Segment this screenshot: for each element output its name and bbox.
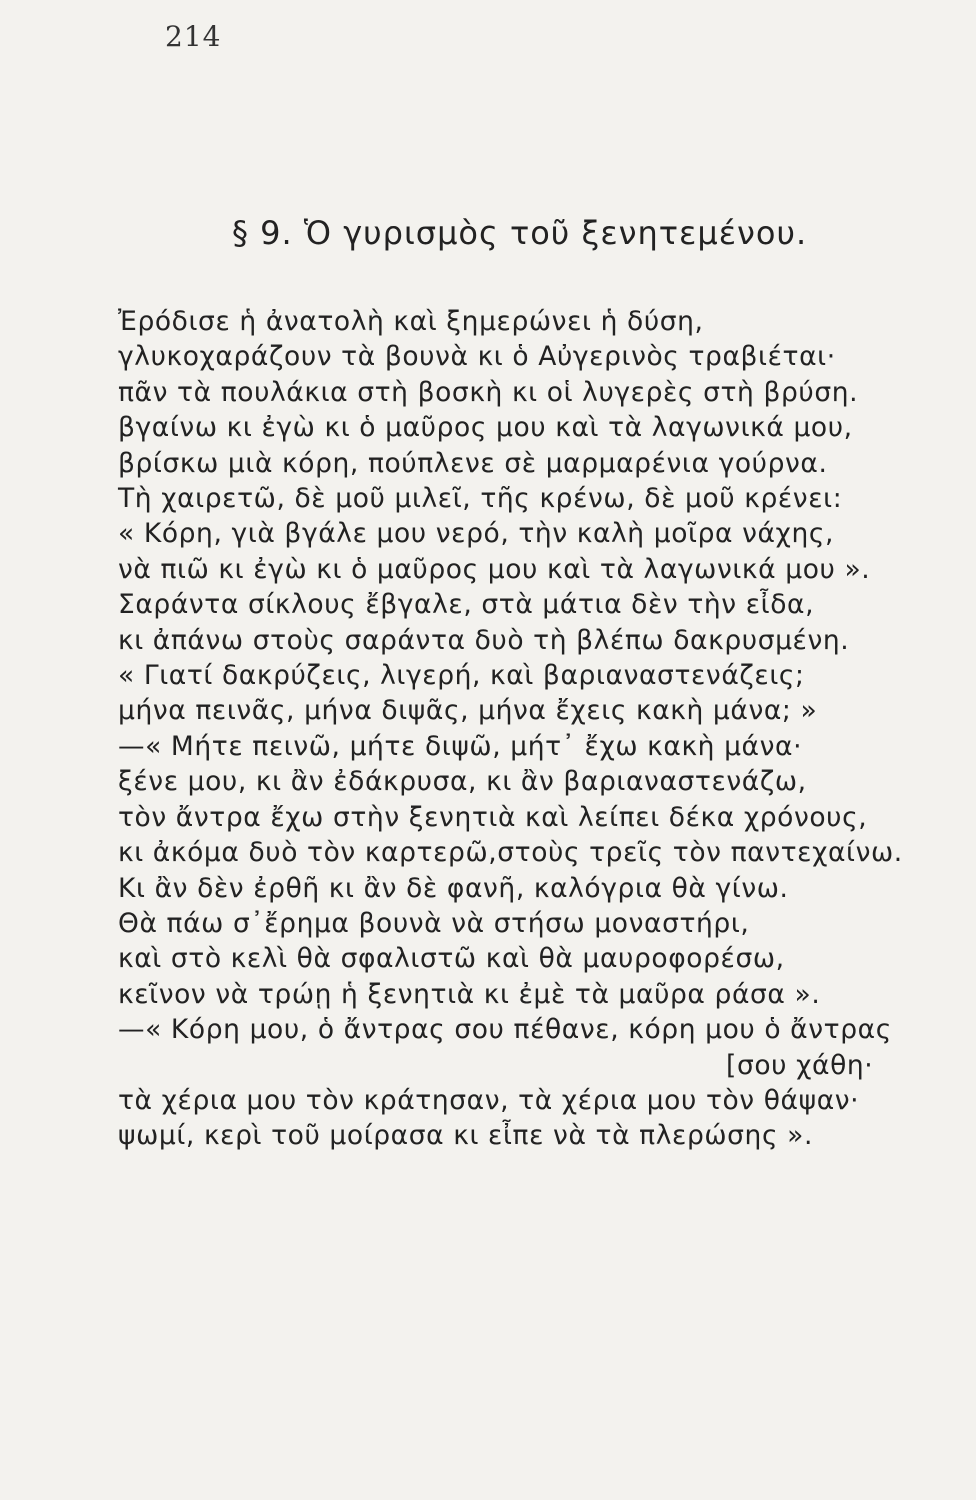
poem-line: μήνα πεινᾶς, μήνα διψᾶς, μήνα ἔχεις κακὴ μάνα; » [118, 695, 818, 727]
poem-line: Σαράντα σίκλους ἔβγαλε, στὰ μάτια δὲν τὴν εἶδα, [118, 589, 815, 621]
poem-text [118, 304, 948, 1154]
poem-line: Κι ἂν δὲν ἐρθῆ κι ἂν δὲ φανῆ, καλόγρια θὰ γίνω. [118, 872, 789, 904]
poem-line: βρίσκω μιὰ κόρη, πούπλενε σὲ μαρμαρένια γούρνα. [118, 447, 828, 479]
poem-line: νὰ πιῶ κι ἐγὼ κι ὁ μαῦρος μου καὶ τὰ λαγωνικά μου ». [118, 553, 871, 585]
poem-line: —« Μήτε πεινῶ, μήτε διψῶ, μήτ᾽ ἔχω κακὴ μάνα· [118, 730, 803, 762]
poem-line: τὰ χέρια μου τὸν κράτησαν, τὰ χέρια μου τὸν θάψαν· [118, 1084, 860, 1116]
poem-line: Θὰ πάω σ᾽ἔρημα βουνὰ νὰ στήσω μοναστήρι, [118, 907, 750, 939]
section-title: § 9. Ὁ γυρισμὸς τοῦ ξενητεμένου. [232, 214, 808, 252]
poem-line: κι ἀπάνω στοὺς σαράντα δυὸ τὴ βλέπω δακρυσμένη. [118, 624, 850, 656]
poem-line: πᾶν τὰ πουλάκια στὴ βοσκὴ κι οἱ λυγερὲς στὴ βρύση. [118, 376, 859, 408]
poem-line: ξένε μου, κι ἂν ἐδάκρυσα, κι ἂν βαριαναστενάζω, [118, 766, 807, 798]
poem-line: κεῖνον νὰ τρώῃ ἡ ξενητιὰ κι ἐμὲ τὰ μαῦρα ράσα ». [118, 978, 821, 1010]
poem-line: Τὴ χαιρετῶ, δὲ μοῦ μιλεῖ, τῆς κρένω, δὲ μοῦ κρένει: [118, 483, 843, 515]
poem-line: ψωμί, κερὶ τοῦ μοίρασα κι εἶπε νὰ τὰ πλερώσης ». [118, 1120, 813, 1152]
poem-line: « Γιατί δακρύζεις, λιγερή, καὶ βαριαναστενάζεις; [118, 660, 805, 692]
page-number: 214 [165, 20, 222, 53]
poem-line: καὶ στὸ κελὶ θὰ σφαλιστῶ καὶ θὰ μαυροφορέσω, [118, 943, 785, 975]
poem-line: —« Κόρη μου, ὁ ἄντρας σου πέθανε, κόρη μου ὁ ἄντρας [118, 1014, 892, 1046]
poem-line: « Κόρη, γιὰ βγάλε μου νερό, τὴν καλὴ μοῖρα νάχης, [118, 518, 835, 550]
poem-line: τὸν ἄντρα ἔχω στὴν ξενητιὰ καὶ λείπει δέκα χρόνους, [118, 801, 868, 833]
poem-line-continuation: [σου χάθη· [726, 1049, 874, 1081]
poem-line: γλυκοχαράζουν τὰ βουνὰ κι ὁ Αὐγερινὸς τραβιέται· [118, 341, 836, 373]
poem-line: κι ἀκόμα δυὸ τὸν καρτερῶ,στοὺς τρεῖς τὸν παντεχαίνω. [118, 837, 903, 869]
poem-line: βγαίνω κι ἐγὼ κι ὁ μαῦρος μου καὶ τὰ λαγωνικά μου, [118, 412, 853, 444]
poem-line: Ἐρόδισε ἡ ἀνατολὴ καὶ ξημερώνει ἡ δύση, [118, 306, 704, 337]
